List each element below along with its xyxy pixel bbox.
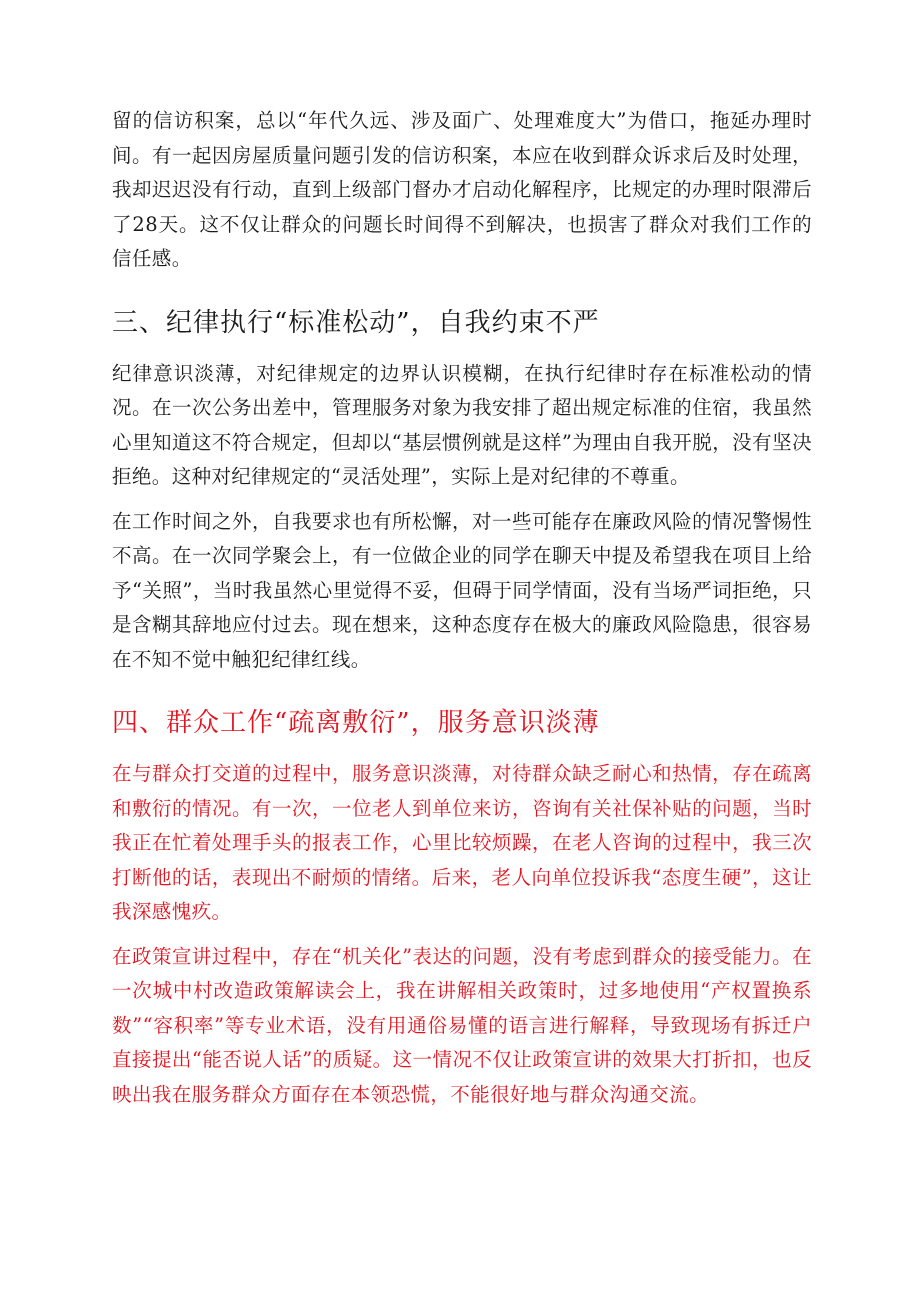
section-4-heading: 四、群众工作“疏离敷衍”，服务意识淡薄	[112, 708, 600, 738]
section-4-paragraph-2: 在政策宣讲过程中，存在“机关化”表达的问题，没有考虑到群众的接受能力。在一次城中村改造政策解读会上，我在讲解相关政策时，过多地使用“产权置换系数”“容积率”等专业术语，没有用通俗易懂的语言进行解释，导致现场有拆迁户直接提出“能否说人话”的质疑。这一情况不仅让政策宣讲的效果大打折扣，也反映出我在服务群众方面存在本领恐慌，不能很好地与群众沟通交流。	[112, 944, 812, 1106]
section-3-paragraph-2: 在工作时间之外，自我要求也有所松懈，对一些可能存在廉政风险的情况警惕性不高。在一次同学聚会上，有一位做企业的同学在聊天中提及希望我在项目上给予“关照”，当时我虽然心里觉得不妥，但碍于同学情面，没有当场严词拒绝，只是含糊其辞地应付过去。现在想来，这种态度存在极大的廉政风险隐患，很容易在不知不觉中触犯纪律红线。	[112, 509, 812, 671]
section-3-heading: 三、纪律执行“标准松动”，自我约束不严	[112, 307, 600, 338]
paragraph-continued: 留的信访积案，总以“年代久远、涉及面广、处理难度大”为借口，拖延办理时间。有一起因房屋质量问题引发的信访积案，本应在收到群众诉求后及时处理，我却迟迟没有行动，直到上级部门督办才启动化解程序，比规定的办理时限滞后了28天。这不仅让群众的问题长时间得不到解决，也损害了群众对我们工作的信任感。	[112, 109, 812, 270]
section-4-paragraph-1: 在与群众打交道的过程中，服务意识淡薄，对待群众缺乏耐心和热情，存在疏离和敷衍的情况。有一次，一位老人到单位来访，咨询有关社保补贴的问题，当时我正在忙着处理手头的报表工作，心里比较烦躁，在老人咨询的过程中，我三次打断他的话，表现出不耐烦的情绪。后来，老人向单位投诉我“态度生硬”，这让我深感愧疚。	[112, 762, 812, 923]
section-3-paragraph-1: 纪律意识淡薄，对纪律规定的边界认识模糊，在执行纪律时存在标准松动的情况。在一次公务出差中，管理服务对象为我安排了超出规定标准的住宿，我虽然心里知道这不符合规定，但却以“基层惯例就是这样”为理由自我开脱，没有坚决拒绝。这种对纪律规定的“灵活处理”，实际上是对纪律的不尊重。	[112, 361, 812, 488]
document-page	[112, 104, 812, 1122]
